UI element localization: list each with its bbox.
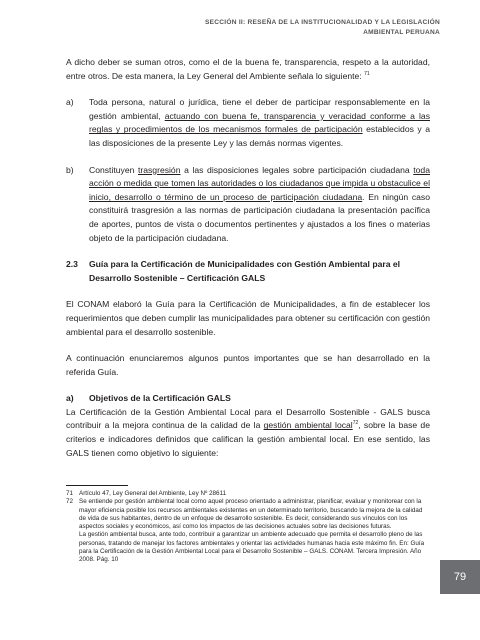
footnote-number: 72 <box>66 498 74 506</box>
section-title: Guía para la Certificación de Municipalidades con Gestión Ambiental para el Desarrollo Sostenible – Certificación GALS <box>89 259 401 283</box>
item-b-text-2: a las disposiciones legales sobre participación ciudadana <box>180 164 414 175</box>
main-content <box>66 56 430 460</box>
footnote-ref-72[interactable]: 72 <box>352 420 359 427</box>
subsection-label: a) <box>66 393 74 404</box>
list-item-b <box>66 164 430 246</box>
intro-paragraph <box>66 56 430 83</box>
item-b-underlined-1: trasgresión <box>137 164 181 175</box>
list-text-a <box>89 96 430 150</box>
footnote-text: Artículo 47, Ley General del Ambiente, Ley Nº 28611 <box>79 490 227 497</box>
list-label-b: b) <box>66 164 74 175</box>
item-a-text-1: Toda persona, natural o jurídica, tiene el deber de participar responsablemente en la gestión ambiental, <box>89 97 430 121</box>
list-text-b <box>89 164 430 246</box>
paragraph-3 <box>66 406 430 460</box>
footnote-72-part-1: Se entiende por gestión ambiental local como aquel proceso orientado a administrar, planificar, evaluar y monitorear con la mayor eficiencia posible los recursos ambientales existentes en un determinado territorio, buscando la mejora de la calidad de vida de sus habitantes, dentro de un enfoque de desarrollo sostenible. Es decir, considerando sus vínculos con los aspectos sociales y económicos, así como los impactos de las decisiones actuales sobre las decisiones futuras. <box>79 498 423 531</box>
list-label-a: a) <box>66 97 74 108</box>
footnote-ref-71[interactable]: 71 <box>364 70 370 77</box>
page-number: 79 <box>453 571 467 583</box>
item-b-underlined-2: toda acción o medida que tomen las autoridades o los ciudadanos que impida u obstaculice el inicio, desarrollo o término de un proceso de participación ciudadana <box>89 164 430 202</box>
para3-text-1: La Certificación de la Gestión Ambiental Local para el Desarrollo Sostenible - GALS busca contribuir a la mejora continua de la calidad de la <box>66 406 430 431</box>
item-b-text-1: Constituyen <box>89 164 138 175</box>
item-a-text-2: establecidos y a las disposiciones de la presente Ley y las demás normas vigentes. <box>89 124 430 148</box>
footnote-72-part-2: La gestión ambiental busca, ante todo, contribuir a garantizar un ambiente adecuado que permita el desarrollo pleno de las personas, tratando de manejar los factores ambientales y orientar las actividades humanas hacia este máximo fin. En: Guía para la Certificación de la Gestión Ambiental Local para el Desarrollo Sostenible – GALS. CONAM. Tercera Impresión. Año 2008. Pág. 10 <box>79 531 425 564</box>
section-heading <box>66 258 430 285</box>
footnote-71 <box>66 490 428 498</box>
header-line-1: SECCIÓN II: RESEÑA DE LA INSTITUCIONALIDAD Y LA LEGISLACIÓN <box>204 19 440 26</box>
subsection-heading <box>66 392 430 406</box>
page-number-box <box>440 560 480 594</box>
paragraph-2: A continuación enunciaremos algunos puntos importantes que se han desarrollado en la referida Guía. <box>66 353 430 377</box>
header-line-2: AMBIENTAL PERUANA <box>363 29 440 36</box>
intro-text: A dicho deber se suman otros, como el de la buena fe, transparencia, respeto a la autoridad, entre otros. De esta manera, la Ley General del Ambiente señala lo siguiente: <box>66 57 430 81</box>
item-a-underlined: actuando con buena fe, transparencia y veracidad conforme a las reglas y procedimientos de los mecanismos formales de participación <box>89 110 431 135</box>
running-header <box>205 18 440 38</box>
item-b-text-3: . En ningún caso constituirá trasgresión a las normas de participación ciudadana la presentación pacífica de aportes, puntos de vista o documentos pertinentes y ajustados a los fines o materias objeto de la participación ciudadana. <box>89 191 430 243</box>
footnote-divider <box>66 485 128 486</box>
footnote-text <box>79 498 428 564</box>
footnote-72 <box>66 498 428 564</box>
paragraph-1: El CONAM elaboró la Guía para la Certificación de Municipalidades, a fin de establecer los requerimientos que deben cumplir las municipalidades para obtener su certificación con gestión ambiental para el desarrollo sostenible. <box>66 299 431 337</box>
list-item-a <box>66 96 430 150</box>
section-number: 2.3 <box>66 259 78 270</box>
para3-underlined: gestión ambiental local <box>263 420 353 431</box>
subsection-title: Objetivos de la Certificación GALS <box>89 393 231 404</box>
footnotes <box>66 490 428 565</box>
para3-text-2: , sobre la base de criterios e indicadores definidos que califican la gestión ambiental local. En ese sentido, las GALS tienen como objetivo lo siguiente: <box>66 420 430 458</box>
footnote-number: 71 <box>66 490 74 497</box>
